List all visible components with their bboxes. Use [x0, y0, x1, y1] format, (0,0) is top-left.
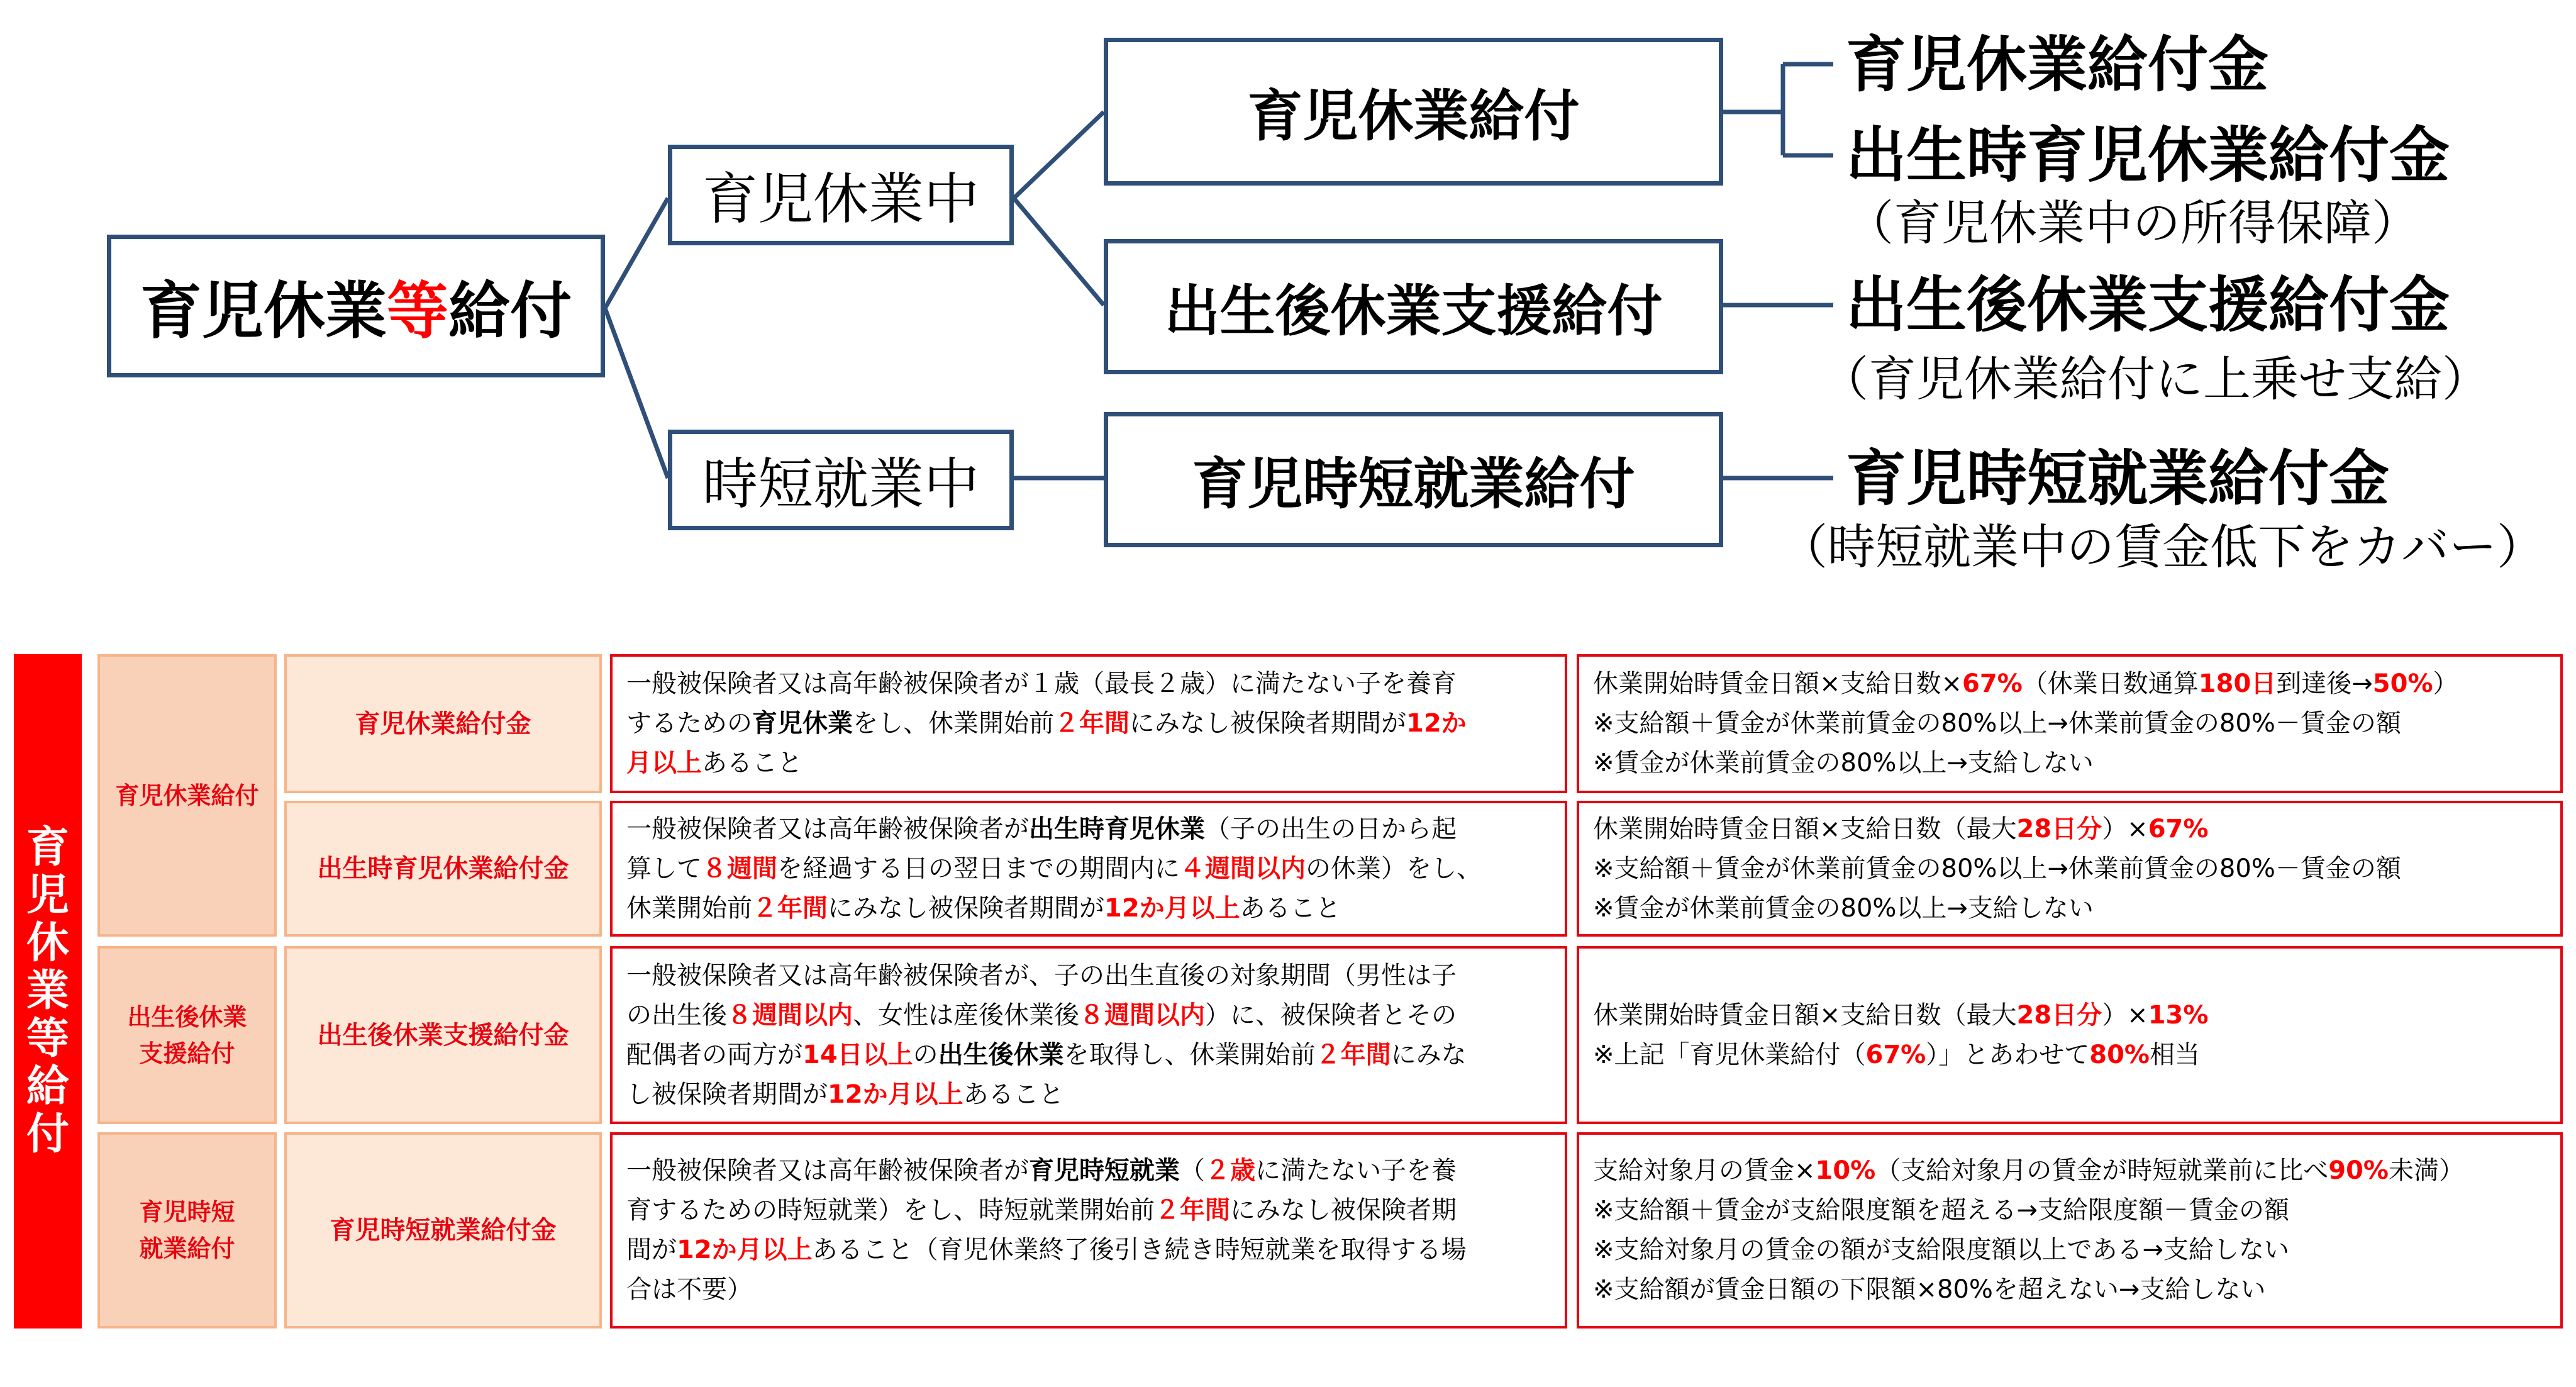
highlight-text: 月以上 [626, 749, 702, 777]
text-segment: ※賃金が休業前賃金の80%以上→支給しない [1593, 893, 2094, 923]
text-segment: あること（育児休業終了後引き続き時短就業を取得する場 [812, 1235, 1467, 1264]
text-segment: の [913, 1040, 938, 1069]
note-postbirth: （育児休業給付に上乗せ支給） [1821, 351, 2490, 407]
text-segment: 一般被保険者又は高年齢被保険者が [626, 1156, 1029, 1185]
band-char: 業 [26, 966, 69, 1016]
text-line [626, 956, 1551, 996]
highlight-text: 28日分 [2016, 814, 2102, 844]
cell-text [1593, 996, 2546, 1075]
cell-text [1593, 810, 2546, 928]
text-segment: ）× [2102, 1000, 2148, 1030]
cell-text [626, 810, 1551, 928]
root-label-highlight: 等 [386, 276, 448, 347]
highlight-text: 12か月以上 [828, 1079, 963, 1109]
text-line [1593, 664, 2546, 704]
cell-text [1593, 1151, 2546, 1310]
root-box [107, 235, 605, 377]
bold-text: 出生時育児休業 [1029, 814, 1205, 844]
text-line [626, 1151, 1551, 1191]
benefit-name-cell [284, 1132, 602, 1329]
text-segment: にみなし被保険者期間が [1130, 709, 1406, 738]
text-segment: 一般被保険者又は高年齢被保険者が１歳（最長２歳）に満たない子を養育 [626, 669, 1457, 698]
text-segment: 到達後→ [2276, 669, 2373, 698]
text-segment: 支給対象月の賃金× [1593, 1156, 1816, 1185]
highlight-text: 80% [2089, 1040, 2150, 1069]
requirement-cell [610, 654, 1567, 793]
highlight-text: 12か月以上 [1104, 893, 1240, 923]
highlight-text: ８週間以内 [727, 1000, 853, 1030]
text-segment: 休業開始前 [626, 893, 752, 923]
text-line [626, 744, 1551, 783]
category-shortwork [97, 1132, 277, 1329]
text-segment: 休業開始時賃金日額×支給日数× [1593, 669, 1963, 698]
text-segment: 間が [626, 1235, 677, 1264]
text-segment: ※上記「育児休業給付（ [1593, 1040, 1866, 1069]
table-side-band [14, 654, 82, 1329]
highlight-text: 67% [1865, 1040, 1926, 1069]
text-line [1593, 810, 2546, 849]
text-line [1593, 1035, 2546, 1075]
benefit-name: 育児時短就業給付金 [330, 1216, 557, 1245]
category-childcare-label: 育児休業給付 [115, 781, 259, 810]
requirement-cell [610, 1132, 1567, 1329]
text-segment: あること [1240, 893, 1341, 923]
text-segment: ※支給額＋賃金が休業前賃金の80%以上→休業前賃金の80%－賃金の額 [1593, 709, 2401, 738]
text-segment: 未満） [2389, 1156, 2465, 1185]
root-to-leave-line [605, 198, 668, 308]
text-line [626, 996, 1551, 1035]
text-segment: にみなし被保険者期間が [828, 893, 1104, 923]
text-line [1593, 849, 2546, 889]
cell-text [626, 1151, 1551, 1310]
highlight-text: 50% [2372, 669, 2433, 698]
text-line [1593, 1151, 2546, 1191]
text-line [1593, 1191, 2546, 1230]
text-line [626, 704, 1551, 744]
bold-text: 育児時短就業 [1029, 1156, 1180, 1185]
band-char: 休 [26, 918, 69, 968]
benefit-name: 出生時育児休業給付金 [317, 854, 569, 883]
benefit-name: 出生後休業支援給付金 [317, 1020, 569, 1050]
childcare-benefit-box [1104, 38, 1723, 186]
benefit-name-cell [284, 946, 602, 1124]
category-childcare [97, 654, 277, 937]
output-shortwork-allowance: 育児時短就業給付金 [1846, 443, 2389, 514]
highlight-text: ２年間 [752, 893, 828, 923]
text-line [626, 849, 1551, 889]
text-segment: ）に、被保険者とその [1205, 1000, 1457, 1030]
branch-short-label: 時短就業中 [702, 452, 979, 516]
text-segment: 、女性は産後休業後 [853, 1000, 1079, 1030]
text-line [626, 810, 1551, 849]
text-line [626, 1075, 1551, 1115]
text-line [626, 1191, 1551, 1230]
band-char: 給 [26, 1062, 69, 1111]
text-segment: 算して [626, 854, 702, 883]
postbirth-benefit-label: 出生後休業支援給付 [1164, 278, 1663, 343]
leave-to-postbirth-line [1014, 198, 1104, 305]
payment-cell [1577, 801, 2563, 937]
benefit-name-cell [284, 801, 602, 937]
highlight-text: 14日以上 [802, 1040, 913, 1069]
cell-text [626, 956, 1551, 1115]
output-birth-childcare-allowance: 出生時育児休業給付金 [1846, 120, 2450, 191]
band-char: 等 [26, 1014, 69, 1064]
text-segment: （支給対象月の賃金が時短就業前に比べ [1875, 1156, 2329, 1185]
text-segment: （ [1180, 1156, 1205, 1185]
category-postbirth-line: 出生後休業 [127, 1003, 247, 1031]
text-line [1593, 704, 2546, 744]
payment-cell [1577, 654, 2563, 793]
text-line [1593, 1230, 2546, 1270]
text-line [626, 889, 1551, 928]
note-shortwork: （時短就業中の賃金低下をカバー） [1780, 519, 2545, 575]
cell-text [1593, 664, 2546, 783]
bold-text: 出生後休業 [938, 1040, 1064, 1069]
text-segment: 相当 [2150, 1040, 2201, 1069]
text-line [626, 1230, 1551, 1270]
branch-leave-label: 育児休業中 [702, 167, 979, 231]
shortwork-benefit-label: 育児時短就業給付 [1192, 451, 1635, 516]
text-segment: を経過する日の翌日までの期間内に [777, 854, 1180, 883]
text-segment: を取得し、休業開始前 [1063, 1040, 1316, 1069]
childcare-benefit-label: 育児休業給付 [1247, 83, 1580, 148]
category-postbirth [97, 946, 277, 1124]
root-to-short-line [605, 308, 668, 478]
text-segment: ※支給額＋賃金が休業前賃金の80%以上→休業前賃金の80%－賃金の額 [1593, 854, 2401, 883]
text-segment: ） [2433, 669, 2458, 698]
text-segment: し被保険者期間が [626, 1079, 828, 1109]
highlight-text: ２年間 [1054, 709, 1130, 738]
text-line [1593, 996, 2546, 1035]
highlight-text: ８週間 [702, 854, 777, 883]
text-segment: ）」とあわせて [1926, 1040, 2090, 1069]
shortwork-benefit-box [1104, 412, 1723, 547]
highlight-text: ４週間以内 [1180, 854, 1306, 883]
text-line [1593, 1270, 2546, 1310]
leave-to-childcare-line [1014, 112, 1104, 198]
note-childcare: （育児休業中の所得保障） [1846, 195, 2419, 251]
text-segment: の休業）をし、 [1306, 854, 1482, 883]
highlight-text: ２年間 [1315, 1040, 1391, 1069]
bold-text: 育児休業 [752, 709, 853, 738]
text-segment: ※支給対象月の賃金の額が支給限度額以上である→支給しない [1593, 1235, 2290, 1264]
branch-short-box [668, 430, 1014, 530]
text-segment: 休業開始時賃金日額×支給日数（最大 [1593, 814, 2017, 844]
text-segment: に満たない子を養 [1255, 1156, 1457, 1185]
text-segment: ※賃金が休業前賃金の80%以上→支給しない [1593, 749, 2094, 777]
text-segment: （休業日数通算 [2022, 669, 2199, 698]
text-line [1593, 744, 2546, 783]
text-line [626, 1035, 1551, 1075]
benefit-name: 育児休業給付金 [355, 709, 531, 738]
requirement-cell [610, 801, 1567, 937]
highlight-text: 180日 [2198, 669, 2277, 698]
band-char: 児 [26, 871, 69, 920]
payment-cell [1577, 946, 2563, 1124]
text-segment: 休業開始時賃金日額×支給日数（最大 [1593, 1000, 2017, 1030]
highlight-text: 12か月以上 [677, 1235, 813, 1264]
requirement-cell [610, 946, 1567, 1124]
text-segment: の出生後 [626, 1000, 727, 1030]
root-label-post: 給付 [448, 276, 572, 347]
category-postbirth-line: 支援給付 [139, 1039, 235, 1067]
highlight-text: ２年間 [1155, 1196, 1230, 1225]
highlight-text: ８週間以内 [1079, 1000, 1205, 1030]
output-childcare-allowance: 育児休業給付金 [1846, 30, 2268, 100]
text-segment: ※支給額が賃金日額の下限額×80%を超えない→支給しない [1593, 1275, 2266, 1304]
text-segment: あること [702, 749, 802, 777]
text-segment: ）× [2102, 814, 2148, 844]
root-label-pre: 育児休業 [140, 276, 387, 347]
text-line [626, 1270, 1551, 1310]
text-segment: あること [963, 1079, 1064, 1109]
highlight-text: 13% [2148, 1000, 2209, 1030]
highlight-text: 10% [1815, 1156, 1876, 1185]
category-shortwork-line: 就業給付 [139, 1235, 235, 1262]
band-char: 育 [26, 823, 69, 872]
highlight-text: 67% [1962, 669, 2023, 698]
highlight-text: 90% [2328, 1156, 2389, 1185]
text-segment: （子の出生の日から起 [1205, 814, 1457, 844]
text-segment: ※支給額＋賃金が支給限度額を超える→支給限度額－賃金の額 [1593, 1196, 2290, 1225]
postbirth-benefit-box [1104, 239, 1723, 374]
cell-text [626, 664, 1551, 783]
text-segment: 一般被保険者又は高年齢被保険者が [626, 814, 1029, 844]
text-segment: 育するための時短就業）をし、時短就業開始前 [626, 1196, 1155, 1225]
text-segment: 配偶者の両方が [626, 1040, 802, 1069]
payment-cell [1577, 1132, 2563, 1329]
text-segment: 一般被保険者又は高年齢被保険者が、子の出生直後の対象期間（男性は子 [626, 961, 1457, 990]
branch-leave-box [668, 145, 1014, 245]
text-segment: にみな [1391, 1040, 1467, 1069]
text-segment: するための [626, 709, 752, 738]
highlight-text: ２歳 [1205, 1156, 1255, 1185]
text-segment: をし、休業開始前 [853, 709, 1054, 738]
text-line [626, 664, 1551, 704]
category-shortwork-line: 育児時短 [139, 1198, 235, 1226]
highlight-text: 12か [1406, 709, 1467, 738]
highlight-text: 28日分 [2016, 1000, 2102, 1030]
benefit-name-cell [284, 654, 602, 793]
highlight-text: 67% [2148, 814, 2209, 844]
band-char: 付 [26, 1110, 69, 1159]
text-segment: にみなし被保険者期 [1230, 1196, 1457, 1225]
output-postbirth-allowance: 出生後休業支援給付金 [1846, 270, 2450, 340]
text-line [1593, 889, 2546, 928]
text-segment: 合は不要） [626, 1275, 752, 1304]
